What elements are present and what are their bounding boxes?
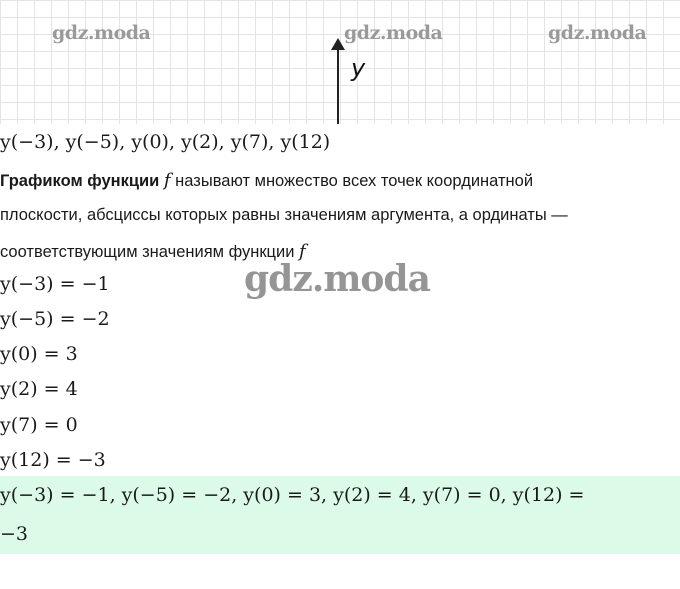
- definition-line-3-text: соответствующим значениям функции: [0, 243, 300, 261]
- answer-box: [0, 476, 680, 554]
- answer-line-2: −3: [0, 523, 29, 545]
- result-y-minus-3: y(−3) = −1: [0, 273, 110, 295]
- watermark-center: gdz.moda: [244, 258, 430, 300]
- result-y-2: y(2) = 4: [0, 378, 78, 400]
- result-y-0: y(0) = 3: [0, 343, 78, 365]
- watermark-top-right: gdz.moda: [548, 22, 647, 44]
- definition-term: Графиком функции: [0, 172, 160, 190]
- definition-line-2: плоскости, абсцисcы которых равны значениям аргумента, а ординаты —: [0, 206, 568, 224]
- answer-line-1: y(−3) = −1, y(−5) = −2, y(0) = 3, y(2) = 4, y(7) = 0, y(12) =: [0, 484, 585, 506]
- watermark-top-left: gdz.moda: [52, 22, 151, 44]
- question-values: y(−3), y(−5), y(0), y(2), y(7), y(12): [0, 131, 331, 153]
- y-axis-label: y: [351, 54, 366, 82]
- result-y-7: y(7) = 0: [0, 414, 78, 436]
- watermark-top-center: gdz.moda: [344, 22, 443, 44]
- result-y-12: y(12) = −3: [0, 449, 106, 471]
- definition-line-1: [0, 170, 533, 191]
- y-axis-line: [337, 44, 339, 124]
- definition-line-3-variable: f: [299, 241, 306, 262]
- definition-variable: f: [163, 170, 171, 191]
- graph-grid: [0, 0, 680, 124]
- definition-line-1-rest: называют множество всех точек координатной: [170, 172, 534, 190]
- result-y-minus-5: y(−5) = −2: [0, 308, 110, 330]
